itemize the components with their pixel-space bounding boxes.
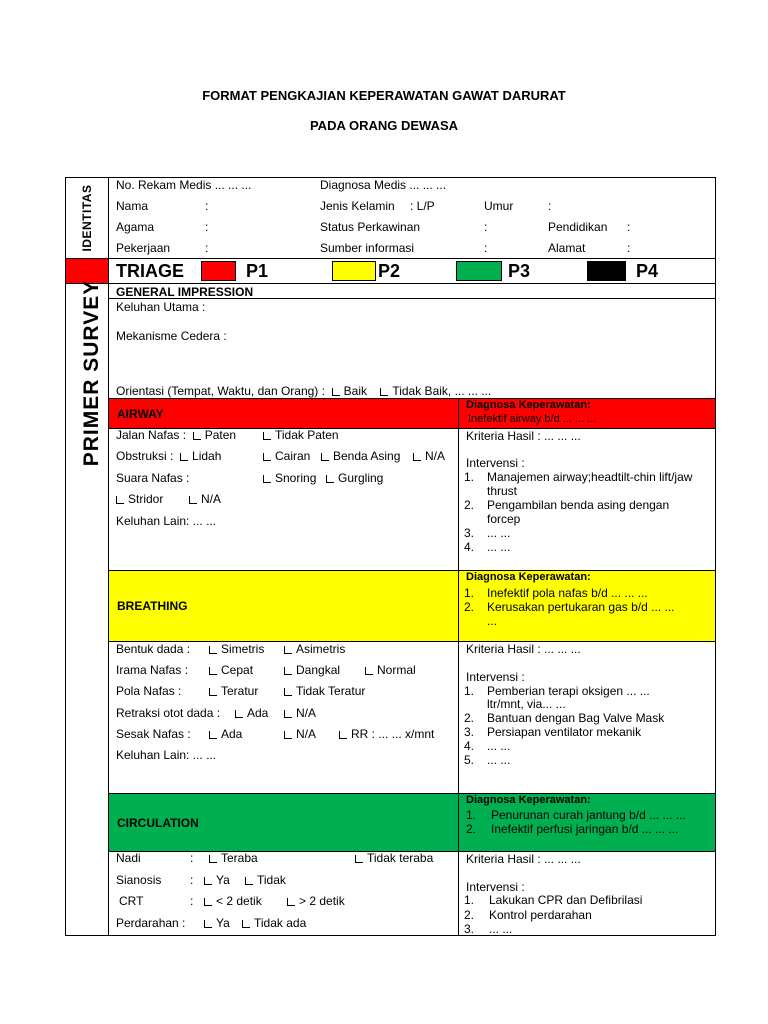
nadi-label: Nadi [116,851,141,865]
stridor-option [116,492,163,506]
checkbox-icon[interactable] [321,453,329,461]
airway-intervensi-3: ... ... [487,526,511,540]
option-baik: Baik [343,384,367,398]
list-number: 1. [464,586,475,600]
triage-p1-label: P1 [246,261,269,281]
orientasi-row [116,384,491,398]
circulation-intervensi-label: Intervensi : [466,880,525,894]
option-teratur: Teratur [221,684,259,698]
checkbox-icon[interactable] [209,855,217,863]
row-divider [65,283,716,284]
airway-title: AIRWAY [117,407,164,421]
na-option [413,449,445,463]
breathing-intervensi-5: ... ... [487,753,511,767]
status-perkawinan-label: Status Perkawinan [320,220,421,234]
sianosis-tidak-option [245,873,286,887]
row-divider [108,398,716,399]
checkbox-icon[interactable] [209,688,217,696]
triage-p2-swatch [332,261,376,281]
breathing-diagnosa-2-cont: ... [487,614,498,628]
list-number: 2. [464,908,475,922]
nama-label: Nama [116,199,149,213]
orientasi-label: Orientasi (Tempat, Waktu, dan Orang) : [116,384,325,398]
sianosis-ya-option [204,873,230,887]
circulation-intervensi-2: Kontrol perdarahan [489,908,592,922]
checkbox-icon[interactable] [284,688,292,696]
normal-option [365,663,416,677]
snoring-option [263,471,316,485]
checkbox-icon[interactable] [263,475,271,483]
sesak-ada-option [209,727,242,741]
table-border-bottom [65,935,716,936]
option-paten: Paten [204,428,237,442]
checkbox-icon[interactable] [193,432,201,440]
breathing-keluhan-lain: Keluhan Lain: ... ... [116,748,217,762]
pola-nafas-label: Pola Nafas : [116,684,182,698]
option-benda-asing: Benda Asing [333,449,401,463]
list-number: 2. [466,822,477,836]
identitas-side-label: IDENTITAS [80,184,94,252]
benda-asing-option [321,449,400,463]
checkbox-icon[interactable] [355,855,363,863]
col-divider-mid [458,398,459,935]
breathing-intervensi-4: ... ... [487,739,511,753]
jenis-kelamin-value: : L/P [410,199,435,213]
breathing-diagnosa-title: Diagnosa Keperawatan: [466,571,591,583]
breathing-intervensi-label: Intervensi : [466,670,525,684]
triage-p3-label: P3 [508,261,531,281]
option-na: N/A [425,449,446,463]
colon: : [627,220,631,234]
option-cairan: Cairan [275,449,311,463]
circulation-kriteria-hasil: Kriteria Hasil : ... ... ... [466,852,581,866]
list-number: 1. [464,893,475,907]
perdarahan-label: Perdarahan : [116,916,186,930]
checkbox-icon[interactable] [287,898,295,906]
colon: : [205,241,209,255]
checkbox-icon[interactable] [235,710,243,718]
perdarahan-ya-option [204,916,230,930]
checkbox-icon[interactable] [332,388,340,396]
airway-intervensi-1-cont: thrust [487,484,518,498]
list-number: 1. [464,684,475,698]
sesak-na-option [284,727,316,741]
checkbox-icon[interactable] [204,898,212,906]
row-divider [108,641,716,642]
checkbox-icon[interactable] [284,731,292,739]
option-normal: Normal [377,663,416,677]
colon: : [190,894,194,908]
option-lidah: Lidah [192,449,222,463]
row-divider [108,570,716,571]
retraksi-na-option [284,706,316,720]
checkbox-icon[interactable] [339,731,347,739]
colon: : [627,241,631,255]
circulation-diagnosa-2: Inefektif perfusi jaringan b/d ... ... ... [491,822,679,836]
breathing-kriteria-hasil: Kriteria Hasil : ... ... ... [466,642,581,656]
sumber-informasi-label: Sumber informasi [320,241,415,255]
table-border-left [65,177,66,936]
airway-intervensi-2: Pengambilan benda asing dengan [487,498,670,512]
checkbox-icon[interactable] [263,432,271,440]
option-tidak-paten: Tidak Paten [275,428,339,442]
option-cepat: Cepat [221,663,254,677]
list-number: 1. [466,808,477,822]
checkbox-icon[interactable] [380,388,388,396]
checkbox-icon[interactable] [263,453,271,461]
teraba-option [209,851,258,865]
pekerjaan-label: Pekerjaan [116,241,171,255]
checkbox-icon[interactable] [189,496,197,504]
option-stridor: Stridor [128,492,164,506]
option-gt2: > 2 detik [299,894,345,908]
colon: : [548,199,552,213]
airway-kriteria-hasil: Kriteria Hasil : ... ... ... [466,429,581,443]
asimetris-option [284,642,345,656]
breathing-title: BREATHING [117,599,188,613]
keluhan-utama-label: Keluhan Utama : [116,300,206,314]
crt-lt2-option [204,894,262,908]
table-border-right [715,177,716,936]
mekanisme-cedera-label: Mekanisme Cedera : [116,329,227,343]
diagnosa-medis-label: Diagnosa Medis ... ... ... [320,178,447,192]
obstruksi-label: Obstruksi : [116,449,174,463]
triage-label: TRIAGE [116,261,185,281]
airway-diagnosa-item: Inefektif airway b/d ... ... ... [468,413,597,425]
breathing-diagnosa-2: Kerusakan pertukaran gas b/d ... ... [487,600,675,614]
airway-intervensi-4: ... ... [487,540,511,554]
breathing-intervensi-2: Bantuan dengan Bag Valve Mask [487,711,665,725]
rr-field: RR : ... ... x/mnt [351,727,435,741]
option-gurgling: Gurgling [338,471,384,485]
cepat-option [209,663,253,677]
teratur-option [209,684,258,698]
checkbox-icon[interactable] [284,646,292,654]
checkbox-icon[interactable] [209,646,217,654]
colon: : [190,873,194,887]
checkbox-icon[interactable] [116,496,124,504]
option-teraba: Teraba [221,851,258,865]
airway-keluhan-lain: Keluhan Lain: ... ... [116,514,217,528]
colon: : [205,220,209,234]
checkbox-icon[interactable] [209,731,217,739]
sianosis-label: Sianosis [116,873,162,887]
triage-p1-swatch [201,261,236,281]
checkbox-icon[interactable] [326,475,334,483]
primer-survey-label: PRIMER SURVEY [80,279,103,467]
colon: : [484,241,488,255]
option-ada: Ada [221,727,243,741]
crt-gt2-option [287,894,345,908]
list-number: 2. [464,600,475,614]
circulation-diagnosa-1: Penurunan curah jantung b/d ... ... ... [491,808,686,822]
airway-band [109,398,715,428]
list-number: 5. [464,753,475,767]
option-lt2: < 2 detik [216,894,262,908]
row-divider [108,793,716,794]
colon: : [205,199,209,213]
option-simetris: Simetris [221,642,265,656]
list-number: 4. [464,739,475,753]
gurgling-option [326,471,383,485]
triage-p4-label: P4 [636,261,659,281]
ada-option [235,706,268,720]
checkbox-icon[interactable] [204,920,212,928]
checkbox-icon[interactable] [242,920,250,928]
umur-label: Umur [484,199,514,213]
document-title: FORMAT PENGKAJIAN KEPERAWATAN GAWAT DARURAT [202,88,566,103]
general-impression-title: GENERAL IMPRESSION [116,285,254,299]
option-tidak-teratur: Tidak Teratur [296,684,366,698]
checkbox-icon[interactable] [209,667,217,675]
colon: : [190,851,194,865]
option-ya: Ya [216,873,230,887]
option-snoring: Snoring [275,471,317,485]
list-number: 2. [464,711,475,725]
jalan-nafas-row [116,428,236,442]
sesak-nafas-label: Sesak Nafas : [116,727,191,741]
circulation-diagnosa-title: Diagnosa Keperawatan: [466,794,591,806]
breathing-diagnosa-1: Inefektif pola nafas b/d ... ... ... [487,586,648,600]
circulation-intervensi-1: Lakukan CPR dan Defibrilasi [489,893,643,907]
breathing-intervensi-3: Persiapan ventilator mekanik [487,725,642,739]
option-tidak-baik: Tidak Baik, ... ... ... [392,384,492,398]
cairan-option [263,449,310,463]
document-subtitle: PADA ORANG DEWASA [309,118,459,133]
airway-intervensi-label: Intervensi : [466,456,525,470]
tidak-teraba-option [355,851,433,865]
list-number: 3. [464,922,475,936]
no-rekam-medis-label: No. Rekam Medis ... ... ... [116,178,252,192]
option-dangkal: Dangkal [296,663,341,677]
checkbox-icon[interactable] [204,877,212,885]
perdarahan-tidak-ada-option [242,916,306,930]
breathing-intervensi-1: Pemberian terapi oksigen ... ... [487,684,650,698]
obstruksi-row [116,449,221,463]
na2-option [189,492,221,506]
list-number: 3. [464,725,475,739]
triage-p4-swatch [587,261,626,281]
col-divider [108,177,109,936]
airway-intervensi-2-cont: forcep [487,512,521,526]
circulation-intervensi-3: ... ... [489,922,513,936]
list-number: 4. [464,540,475,554]
option-na: N/A [201,492,222,506]
tidak-teratur-option [284,684,365,698]
checkbox-icon[interactable] [284,710,292,718]
checkbox-icon[interactable] [284,667,292,675]
option-ya: Ya [216,916,230,930]
alamat-label: Alamat [548,241,586,255]
airway-intervensi-1: Manajemen airway;headtilt-chin lift/jaw [487,470,693,484]
colon: : [484,220,488,234]
list-number: 1. [464,470,475,484]
retraksi-label: Retraksi otot dada : [116,706,221,720]
crt-label: CRT [119,894,144,908]
option-na: N/A [296,706,317,720]
list-number: 2. [464,498,475,512]
airway-diagnosa-title: Diagnosa Keperawatan: [466,399,591,411]
dangkal-option [284,663,340,677]
checkbox-icon[interactable] [365,667,373,675]
irama-nafas-label: Irama Nafas : [116,663,189,677]
triage-p2-label: P2 [378,261,401,281]
option-asimetris: Asimetris [296,642,346,656]
simetris-option [209,642,264,656]
rr-option [339,727,434,741]
triage-p3-swatch [456,261,502,281]
option-tidak-ada: Tidak ada [254,916,307,930]
breathing-intervensi-1-cont: ltr/mnt, via... ... [487,697,566,711]
suara-nafas-label: Suara Nafas : [116,471,190,485]
option-na: N/A [296,727,317,741]
tidak-paten-option [263,428,339,442]
row-divider [65,258,716,259]
jalan-nafas-label: Jalan Nafas : [116,428,187,442]
agama-label: Agama [116,220,155,234]
checkbox-icon[interactable] [180,453,188,461]
circulation-title: CIRCULATION [117,816,199,830]
checkbox-icon[interactable] [413,453,421,461]
jenis-kelamin-label: Jenis Kelamin [320,199,395,213]
list-number: 3. [464,526,475,540]
option-tidak-teraba: Tidak teraba [367,851,434,865]
checkbox-icon[interactable] [245,877,253,885]
pendidikan-label: Pendidikan [548,220,608,234]
option-ada: Ada [247,706,269,720]
bentuk-dada-label: Bentuk dada : [116,642,191,656]
option-tidak: Tidak [257,873,286,887]
